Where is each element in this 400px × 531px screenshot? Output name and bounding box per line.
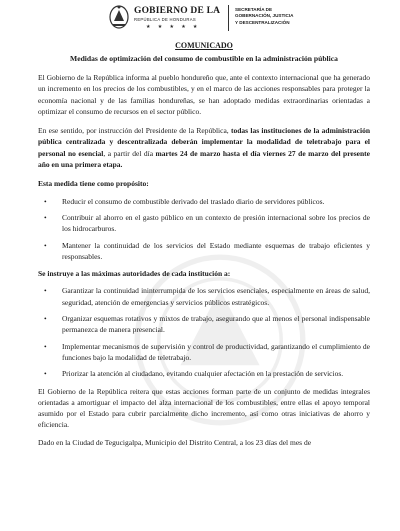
list-item [38,285,370,308]
instruction-text-a: En ese sentido, por instrucción del Presidente de la República, [38,126,231,136]
instruction-text-bold: todas las instituciones de la administración pública centralizada y descentralizada deberán implementar la modalidad de teletrabajo para el personal no esencial [38,126,370,158]
list-item [38,368,370,379]
bullet-icon: • [44,341,47,351]
secretariat-name [235,7,355,26]
list-item [38,341,370,364]
list-item-text: Organizar esquemas rotativos y mixtos de trabajo, asegurando que al menos el personal indispensable permanezca de manera presencial. [62,314,370,335]
purpose-list [38,196,370,262]
bullet-icon: • [44,314,47,324]
stars-decoration: ★ ★ ★ ★ ★ [146,25,201,30]
list-item [38,240,370,263]
government-title: GOBIERNO DE LA [134,6,221,16]
secretariat-line-1: SECRETARÍA DE [235,7,273,12]
list-item-text: Garantizar la continuidad ininterrumpida de los servicios esenciales, especialmente en áreas de salud, seguridad, atención de emergencias y servicios públicos estratégicos. [62,286,370,307]
list-item [38,212,370,235]
purpose-heading: Esta medida tiene como propósito: [38,179,149,189]
coat-of-arms-icon [108,4,130,30]
instruction-text-c: , a partir del día [103,148,156,158]
government-subtitle: REPÚBLICA DE HONDURAS [134,17,196,22]
secretariat-line-2: GOBERNACIÓN, JUSTICIA [235,13,294,19]
bullet-icon: • [44,212,47,222]
list-item [38,196,370,207]
authorities-list [38,285,370,379]
paragraph-instruction [38,125,370,170]
document-title: COMUNICADO [175,41,233,50]
list-item-text: Implementar mecanismos de supervisión y control de productividad, garantizando el cumplimiento de funciones bajo la modalidad de teletrabajo. [62,341,370,362]
list-item-text: Contribuir al ahorro en el gasto público en un contexto de presión internacional sobre los precios de los hidrocarburos. [62,212,370,234]
list-item-text: Priorizar la atención al ciudadano, evitando cualquier afectación en la prestación de servicios. [62,369,344,379]
list-item-text: Mantener la continuidad de los servicios del Estado mediante esquemas de trabajo eficientes y responsables. [62,240,370,261]
letterhead [0,0,400,44]
list-item [38,313,370,336]
secretariat-line-3: Y DESCENTRALIZACIÓN [235,19,290,25]
header-divider [228,5,229,31]
document-body [38,40,370,448]
paragraph-reiteration: El Gobierno de la República reitera que estas acciones forman parte de un conjunto de medidas integrales orientadas a amortiguar el impacto del alza internacional de los combustibles, entre ellas el apoyo temporal asumido por el Estado para cubrir parcialmente dicho incremento, así como otras iniciativas de ahorro y eficiencia. [38,386,370,430]
document-subtitle: Medidas de optimización del consumo de combustible en la administración pública [70,54,338,63]
list-item-text: Reducir el consumo de combustible derivado del traslado diario de servidores públicos. [62,196,325,206]
bullet-icon: • [44,240,47,250]
paragraph-intro: El Gobierno de la República informa al pueblo hondureño que, ante el contexto internacional que ha generado un incremento en los precios de los combustibles, y en el marco de las acciones responsables para proteger la economía nacional y de las familias hondureñas, se han adoptado medidas extraordinarias orientadas a optimizar el consumo de recursos en el sector público. [38,73,370,116]
bullet-icon: • [44,196,47,206]
authorities-heading: Se instruye a las máximas autoridades de cada institución a: [38,269,231,279]
instruction-dates-bold: martes 24 de marzo hasta el día viernes 27 de marzo del presente año en una primera etapa. [38,148,370,170]
bullet-icon: • [44,369,47,379]
bullet-icon: • [44,286,47,296]
paragraph-dated: Dado en la Ciudad de Tegucigalpa, Municipio del Distrito Central, a los 23 días del mes de [38,437,312,447]
